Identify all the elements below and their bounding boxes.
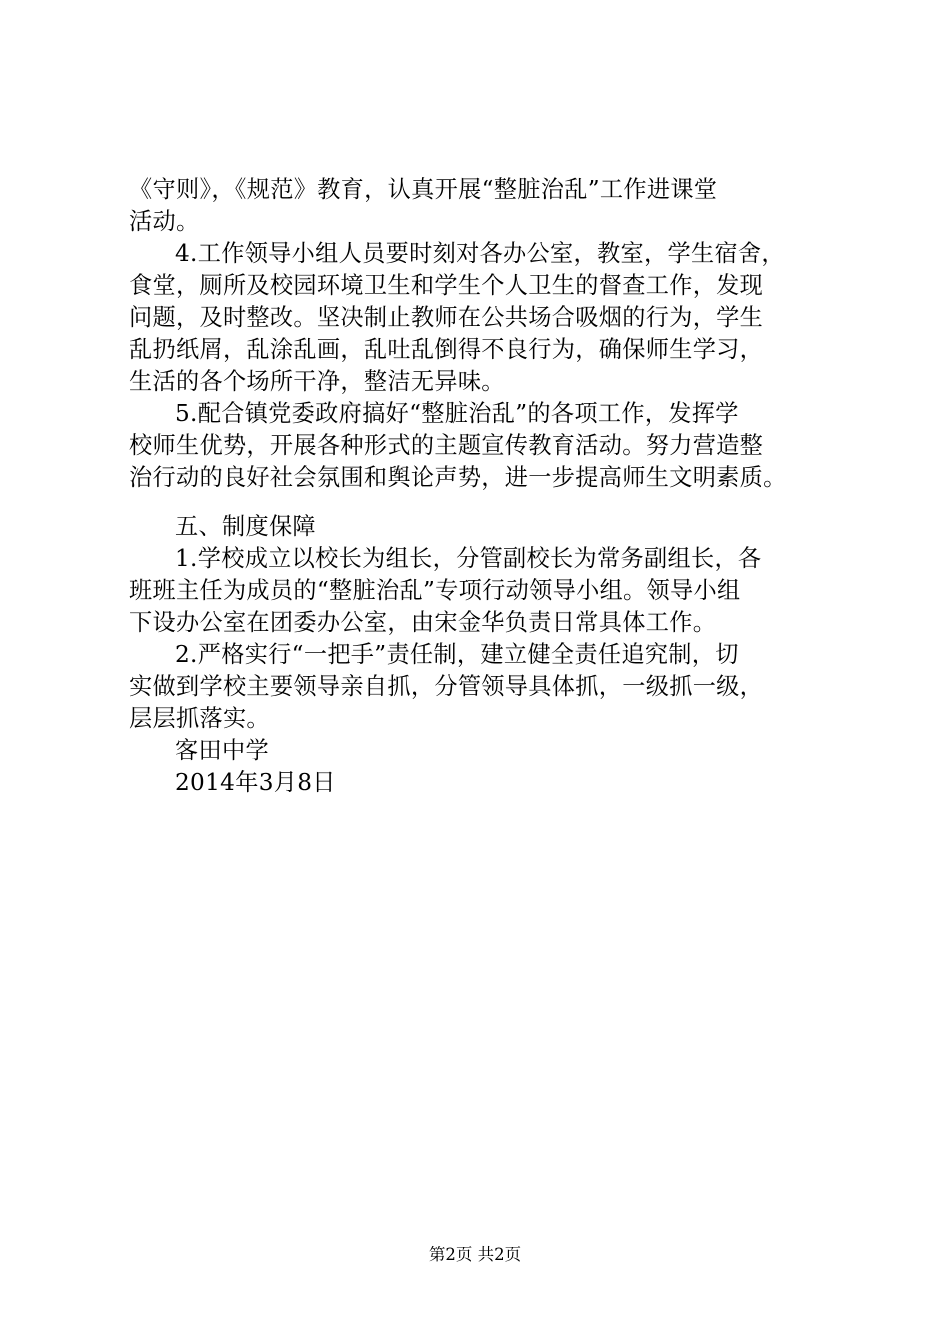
text-line: 下设办公室在团委办公室，由宋金华负责日常具体工作。 <box>129 609 717 636</box>
text-line: 1.学校成立以校长为组长，分管副校长为常务副组长，各 <box>175 545 762 572</box>
text-line: 问题，及时整改。坚决制止教师在公共场合吸烟的行为，学生 <box>129 304 764 331</box>
text-line: 层层抓落实。 <box>129 705 270 732</box>
text-line: 《守则》，《规范》教育，认真开展“整脏治乱”工作进课堂 <box>129 176 718 203</box>
text-line: 2.严格实行“一把手”责任制，建立健全责任追究制，切 <box>175 641 739 668</box>
text-line: 生活的各个场所干净，整洁无异味。 <box>129 368 505 395</box>
section-heading: 五、制度保障 <box>175 513 316 540</box>
text-line: 班班主任为成员的“整脏治乱”专项行动领导小组。领导小组 <box>129 577 741 604</box>
signature-org: 客田中学 <box>175 737 269 764</box>
signature-date: 2014年3月8日 <box>175 769 336 796</box>
page-footer: 第2页 共2页 <box>428 1245 522 1264</box>
text-line: 乱扔纸屑，乱涂乱画，乱吐乱倒得不良行为，确保师生学习， <box>129 336 764 363</box>
text-line: 实做到学校主要领导亲自抓，分管领导具体抓，一级抓一级， <box>129 673 764 700</box>
document-body <box>129 174 849 799</box>
text-line: 4.工作领导小组人员要时刻对各办公室，教室，学生宿舍， <box>175 240 785 267</box>
text-line: 活动。 <box>129 208 200 235</box>
paragraph-gap <box>129 494 849 511</box>
text-line: 校师生优势，开展各种形式的主题宣传教育活动。努力营造整 <box>129 432 764 459</box>
text-line: 治行动的良好社会氛围和舆论声势，进一步提高师生文明素质。 <box>129 464 787 491</box>
text-line: 食堂，厕所及校园环境卫生和学生个人卫生的督查工作，发现 <box>129 272 764 299</box>
text-line: 5.配合镇党委政府搞好“整脏治乱”的各项工作，发挥学 <box>175 400 739 427</box>
